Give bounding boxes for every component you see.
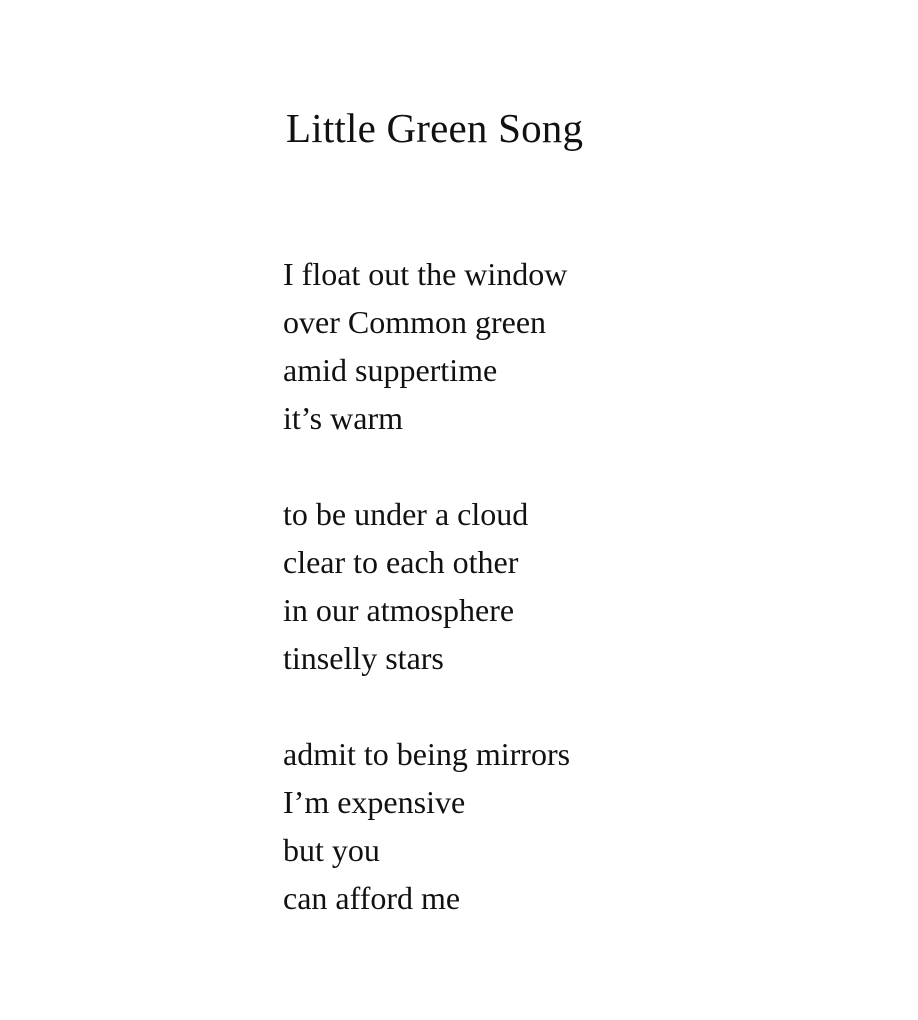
stanza-2 [283, 490, 570, 682]
poem-line: to be under a cloud [283, 496, 529, 532]
poem-line: admit to being mirrors [283, 736, 571, 772]
poem-line: I float out the window [283, 256, 568, 292]
poem-line: tinselly stars [283, 640, 444, 676]
poem-line: in our atmosphere [283, 592, 515, 628]
poem-title: Little Green Song [286, 105, 584, 151]
poem-line: over Common green [283, 304, 547, 340]
poem-line: can afford me [283, 880, 461, 916]
stanza-1 [283, 250, 570, 442]
poem-body [283, 250, 570, 970]
poem-line: I’m expensive [283, 784, 466, 820]
poem-line: clear to each other [283, 544, 519, 580]
stanza-3 [283, 730, 570, 922]
poem-line: it’s warm [283, 400, 403, 436]
poem-line: amid suppertime [283, 352, 498, 388]
poem-line: but you [283, 832, 380, 868]
